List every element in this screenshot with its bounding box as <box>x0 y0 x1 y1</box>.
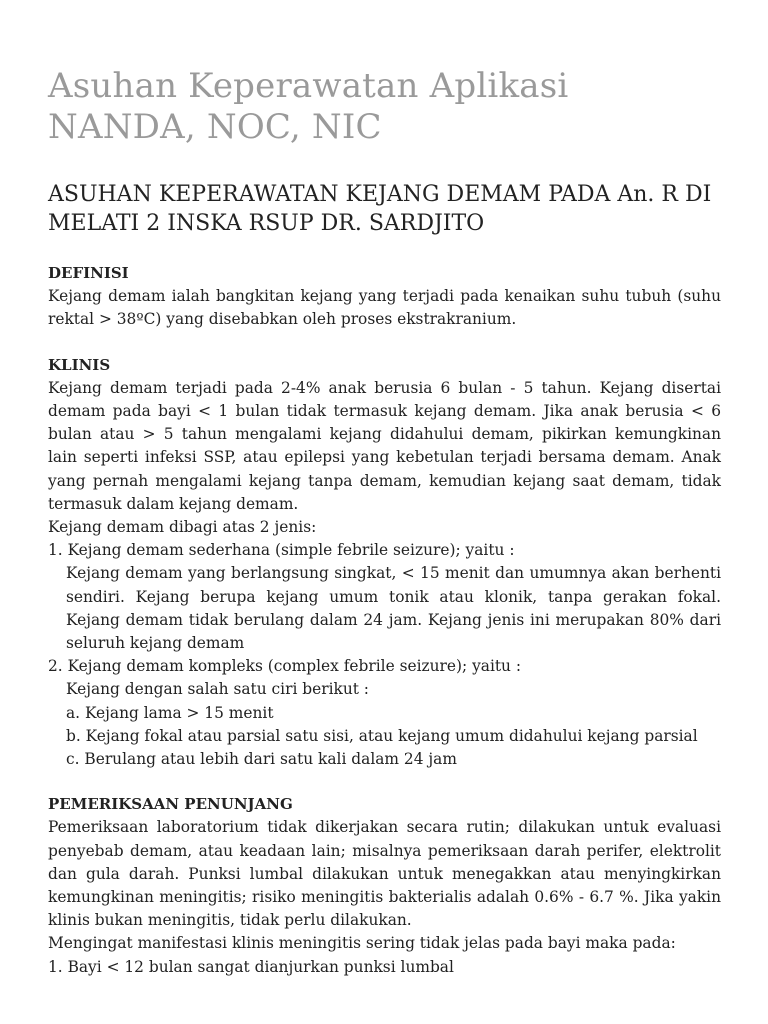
document-page <box>48 66 721 979</box>
site-title[interactable]: Asuhan Keperawatan Aplikasi NANDA, NOC, NIC <box>48 66 569 147</box>
section-intro: Kejang demam dibagi atas 2 jenis: <box>48 518 317 537</box>
section-body: Kejang demam terjadi pada 2-4% anak berusia 6 bulan - 5 tahun. Kejang disertai demam pada bayi < 1 bulan tidak termasuk kejang demam. Jika anak berusia < 6 bulan atau > 5 tahun mengalami kejang didahului demam, pikirkan kemungkinan lain seperti infeksi SSP, atau epilepsi yang kebetulan terjadi bersama demam. Anak yang pernah mengalami kejang tanpa demam, kemudian kejang saat demam, tidak termasuk dalam kejang demam. <box>48 378 721 513</box>
document-title: ASUHAN KEPERAWATAN KEJANG DEMAM PADA An. R DI MELATI 2 INSKA RSUP DR. SARDJITO <box>48 182 712 236</box>
section-body: Kejang demam ialah bangkitan kejang yang terjadi pada kenaikan suhu tubuh (suhu rektal > 38ºC) yang disebabkan oleh proses ekstrakranium. <box>48 287 721 329</box>
section-body: Pemeriksaan laboratorium tidak dikerjakan secara rutin; dilakukan untuk evaluasi penyebab demam, atau keadaan lain; misalnya pemeriksaan darah perifer, elektrolit dan gula darah. Punksi lumbal dilakukan untuk menegakkan atau menyingkirkan kemungkinan meningitis; risiko meningitis bakterialis adalah 0.6% - 6.7 %. Jika yakin klinis bukan meningitis, tidak perlu dilakukan. <box>48 818 721 930</box>
section-definisi <box>48 262 721 332</box>
list-item-desc: Kejang demam yang berlangsung singkat, < 15 menit dan umumnya akan berhenti sendiri. Kejang berupa kejang umum tonik atau klonik, tanpa gerakan fokal. Kejang demam tidak berulang dalam 24 jam. Kejang jenis ini merupakan 80% dari seluruh kejang demam <box>66 564 721 653</box>
list-item: 2. Kejang demam kompleks (complex febrile seizure); yaitu : <box>48 657 522 676</box>
list-item: c. Berulang atau lebih dari satu kali dalam 24 jam <box>66 750 457 769</box>
section-klinis <box>48 354 721 772</box>
list-item: b. Kejang fokal atau parsial satu sisi, atau kejang umum didahului kejang parsial <box>66 726 698 745</box>
list-item-desc: Kejang dengan salah satu ciri berikut : <box>66 680 369 699</box>
list-item: a. Kejang lama > 15 menit <box>66 703 274 722</box>
section-body: Mengingat manifestasi klinis meningitis sering tidak jelas pada bayi maka pada: <box>48 934 676 953</box>
section-heading: DEFINISI <box>48 264 129 282</box>
section-penunjang <box>48 793 721 979</box>
list-item: 1. Bayi < 12 bulan sangat dianjurkan punksi lumbal <box>48 957 454 976</box>
section-heading: PEMERIKSAAN PENUNJANG <box>48 795 293 814</box>
section-heading: KLINIS <box>48 355 111 374</box>
list-item: 1. Kejang demam sederhana (simple febrile seizure); yaitu : <box>48 541 515 560</box>
